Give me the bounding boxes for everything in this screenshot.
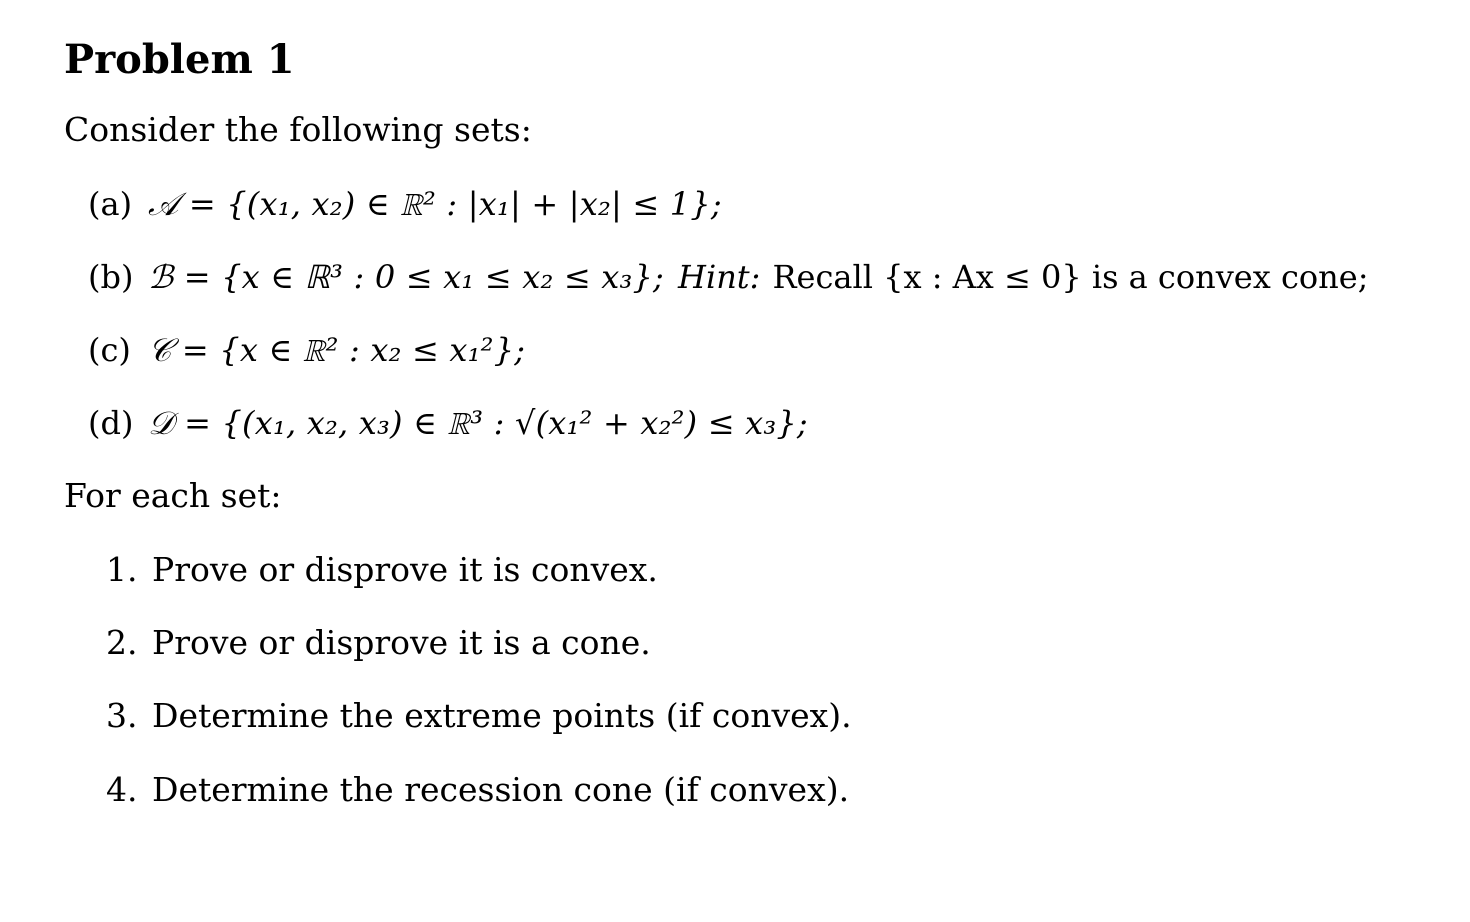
hint-text: Recall {x : Ax ≤ 0} is a convex cone; bbox=[772, 258, 1369, 296]
task-item-1 bbox=[106, 550, 658, 590]
task-item-4 bbox=[106, 770, 849, 810]
task-text: Prove or disprove it is convex. bbox=[152, 550, 658, 589]
set-item-a bbox=[88, 184, 722, 224]
set-item-c bbox=[88, 330, 525, 370]
set-item-b bbox=[88, 257, 1368, 297]
set-item-d bbox=[88, 403, 808, 443]
set-definition: 𝒜 = {(x₁, x₂) ∈ ℝ² : |x₁| + |x₂| ≤ 1}; bbox=[148, 185, 722, 223]
set-label: (d) bbox=[88, 404, 134, 442]
for-each-heading: For each set: bbox=[64, 476, 282, 515]
task-number: 1. bbox=[106, 550, 138, 589]
set-definition: ℬ = {x ∈ ℝ³ : 0 ≤ x₁ ≤ x₂ ≤ x₃}; bbox=[148, 258, 665, 296]
task-text: Determine the recession cone (if convex). bbox=[152, 770, 850, 809]
set-label: (c) bbox=[88, 331, 131, 369]
set-label: (b) bbox=[88, 258, 134, 296]
set-definition: 𝒟 = {(x₁, x₂, x₃) ∈ ℝ³ : √(x₁² + x₂²) ≤ x₃}; bbox=[148, 404, 808, 442]
task-text: Determine the extreme points (if convex). bbox=[152, 696, 852, 735]
task-item-2 bbox=[106, 623, 651, 663]
task-number: 4. bbox=[106, 770, 138, 809]
hint-label: Hint: bbox=[678, 258, 761, 296]
task-number: 3. bbox=[106, 696, 138, 735]
set-definition: 𝒞 = {x ∈ ℝ² : x₂ ≤ x₁²}; bbox=[148, 331, 526, 369]
task-item-3 bbox=[106, 696, 852, 736]
problem-intro: Consider the following sets: bbox=[64, 110, 532, 149]
task-number: 2. bbox=[106, 623, 138, 662]
set-label: (a) bbox=[88, 185, 133, 223]
problem-title: Problem 1 bbox=[64, 36, 295, 83]
task-text: Prove or disprove it is a cone. bbox=[152, 623, 651, 662]
